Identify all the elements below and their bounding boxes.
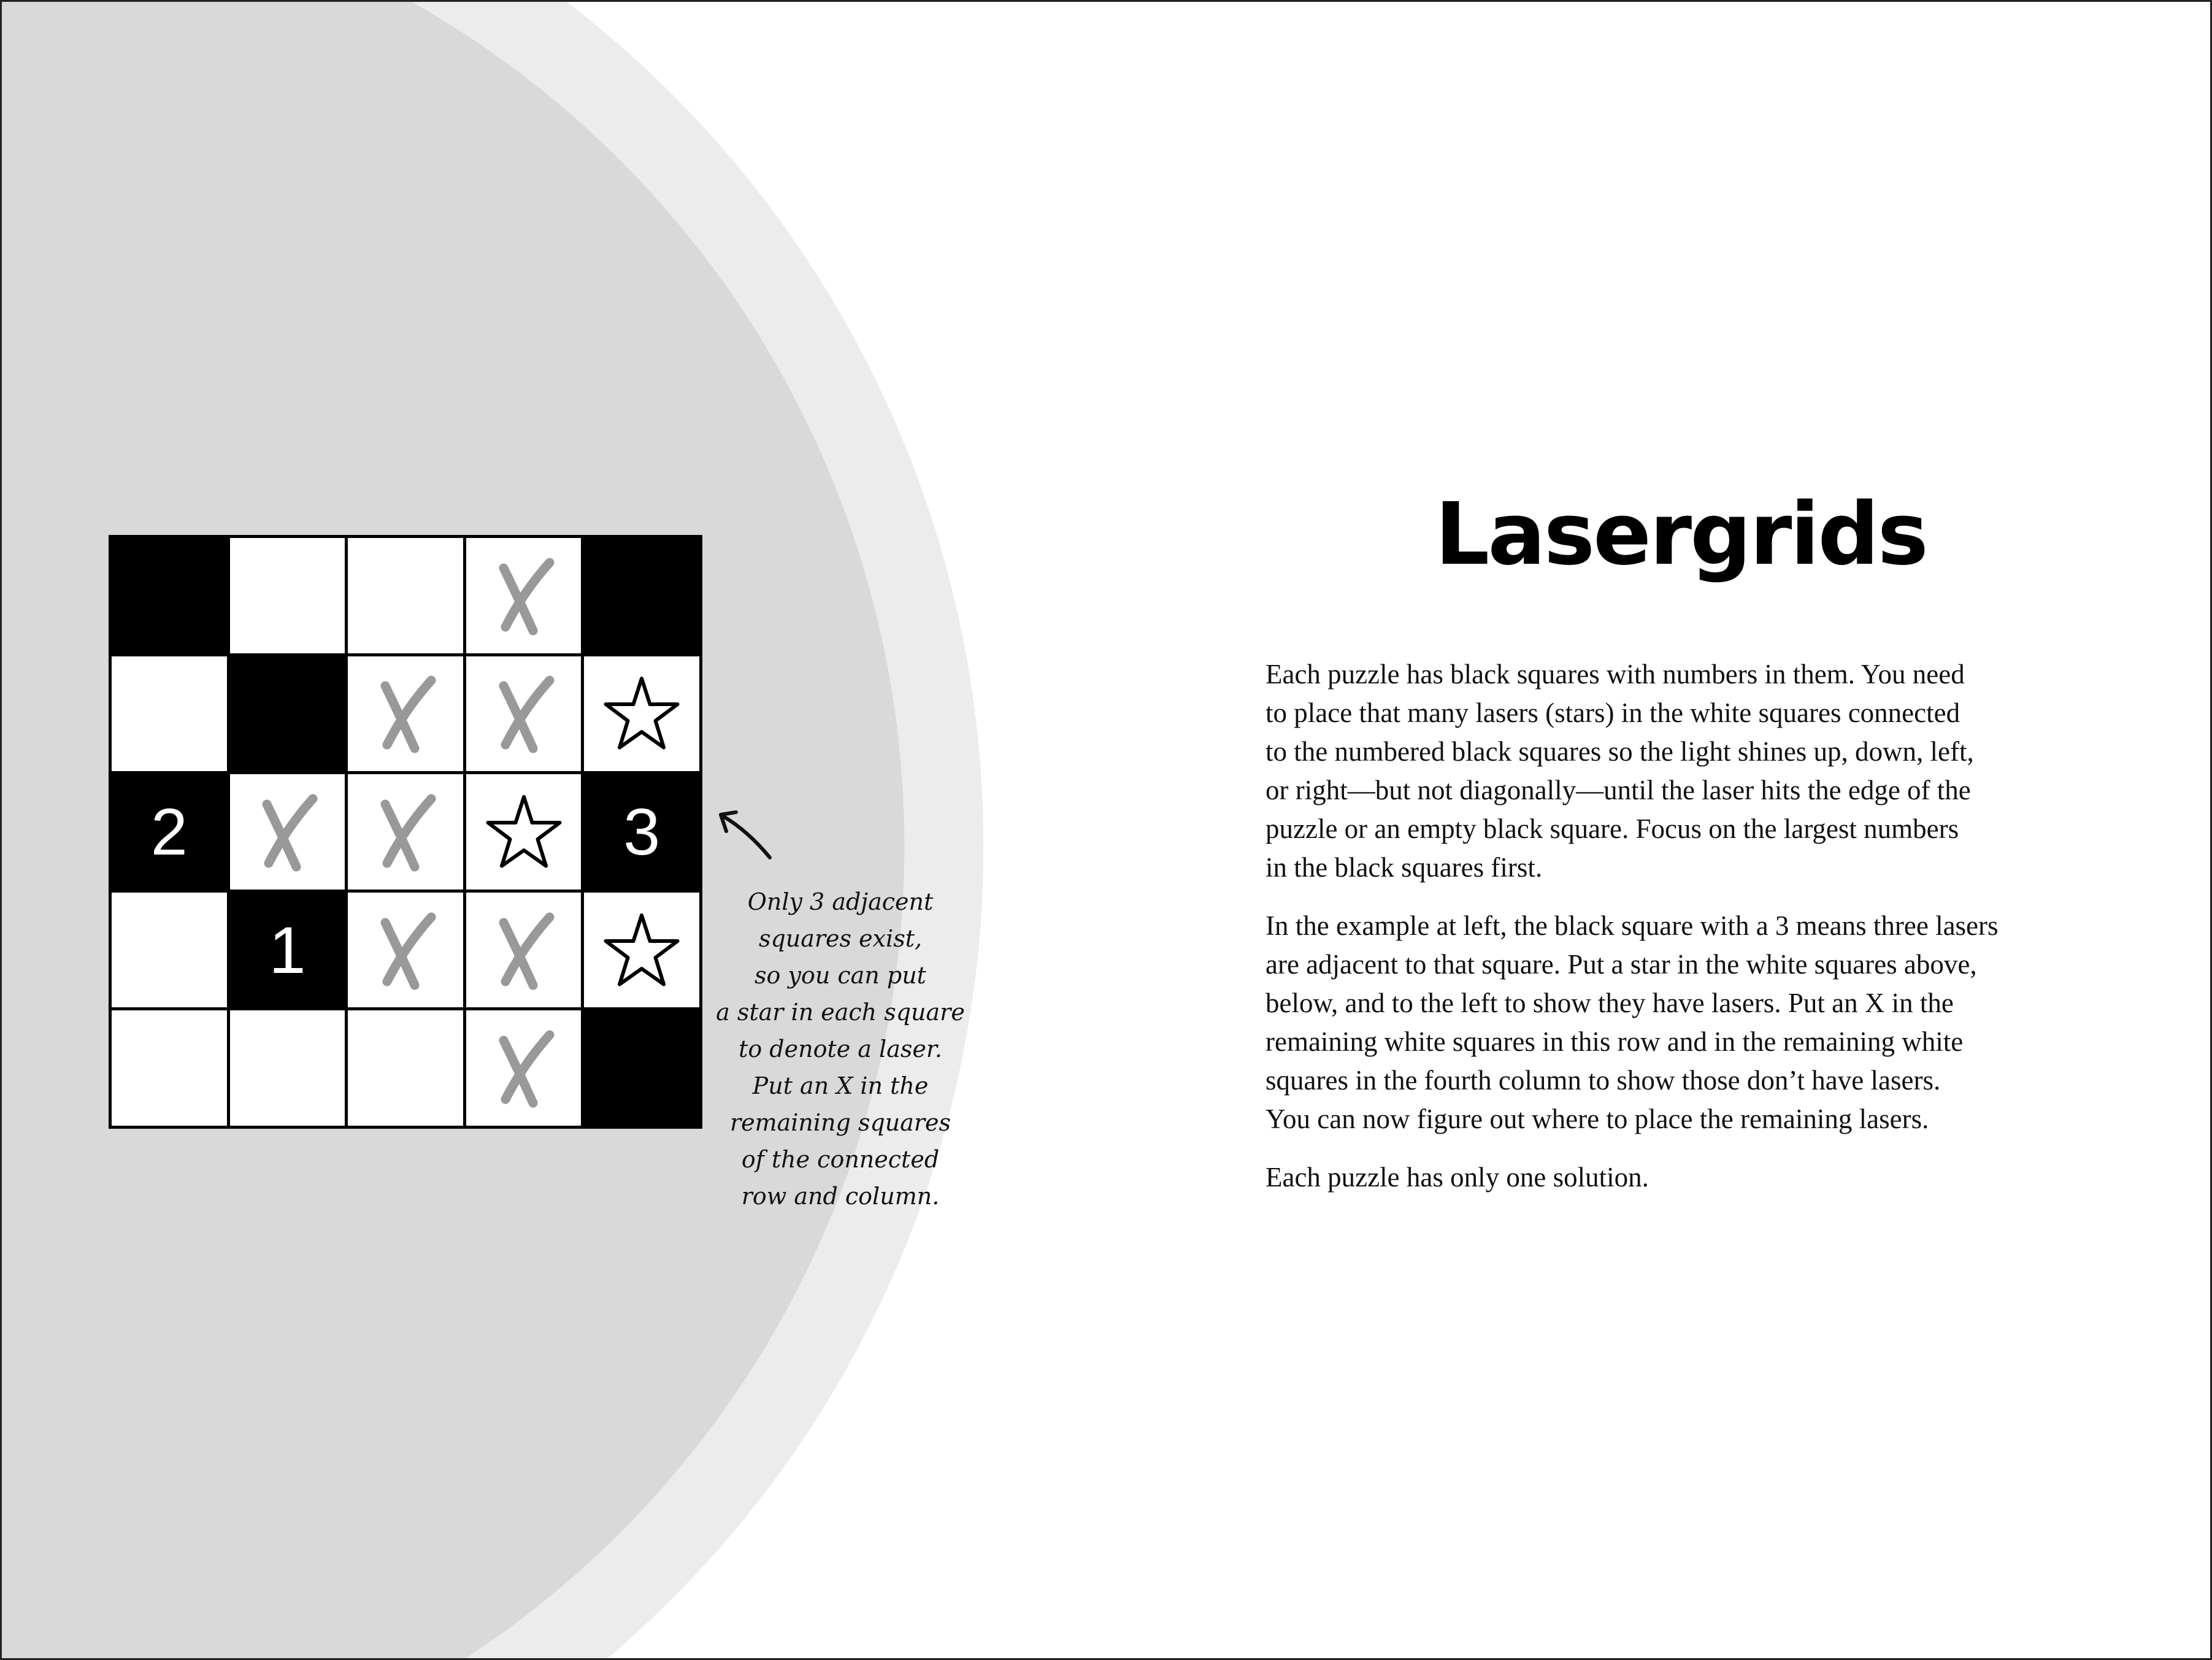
text-line: or right—but not diagonally—until the laser hits the edge of the	[1265, 775, 1971, 805]
clue-number: 1	[269, 913, 306, 988]
page-title: Lasergrids	[1435, 485, 1927, 585]
grid-cell-white	[230, 1010, 345, 1126]
grid-cell-black	[112, 538, 227, 653]
grid-cell-white	[348, 1010, 463, 1126]
grid-cell-star	[466, 774, 582, 890]
annotation-line: of the connected	[741, 1146, 940, 1173]
annotation-line: to denote a laser.	[739, 1036, 942, 1062]
paragraph	[1265, 907, 2124, 1139]
grid-cell-black	[112, 774, 227, 890]
star-icon	[596, 904, 688, 996]
x-mark-icon	[478, 550, 570, 642]
annotation-line: row and column.	[741, 1183, 940, 1210]
arrow-icon	[712, 804, 779, 865]
grid-cell-x	[348, 656, 463, 772]
x-mark-icon	[478, 904, 570, 996]
text-line: are adjacent to that square. Put a star in the white squares above,	[1265, 949, 1977, 980]
x-mark-icon	[359, 904, 451, 996]
grid-cell-x	[466, 893, 582, 1008]
annotation-line: Only 3 adjacent	[747, 888, 934, 915]
grid-cell-black	[230, 893, 345, 1008]
grid-cell-black	[230, 656, 345, 772]
grid-cell-star	[584, 656, 699, 772]
text-line: Each puzzle has only one solution.	[1265, 1162, 1649, 1193]
text-line: in the black squares first.	[1265, 852, 1543, 883]
grid-cell-black	[584, 538, 699, 653]
grid-cell-white	[112, 656, 227, 772]
grid-cell-black	[584, 1010, 699, 1126]
annotation-line: so you can put	[755, 962, 926, 989]
grid-cell-white	[348, 538, 463, 653]
annotation-line: remaining squares	[729, 1109, 951, 1136]
star-icon	[478, 786, 570, 878]
annotation-note	[693, 883, 988, 1215]
clue-number: 3	[623, 794, 661, 869]
grid-cell-black	[584, 774, 699, 890]
text-line: remaining white squares in this row and in the remaining white	[1265, 1026, 1964, 1057]
grid-cell-x	[466, 1010, 582, 1126]
grid-cell-star	[584, 893, 699, 1008]
text-line: Each puzzle has black squares with numbers in them. You need	[1265, 659, 1965, 690]
grid-cell-white	[112, 1010, 227, 1126]
paragraph	[1265, 655, 2124, 887]
x-mark-icon	[478, 667, 570, 759]
text-line: squares in the fourth column to show those don’t have lasers.	[1265, 1065, 1941, 1096]
x-mark-icon	[359, 786, 451, 878]
grid-cell-x	[348, 774, 463, 890]
grid-cell-x	[466, 538, 582, 653]
grid-cell-white	[230, 538, 345, 653]
grid-cell-x	[466, 656, 582, 772]
text-line: In the example at left, the black square with a 3 means three lasers	[1265, 910, 1999, 941]
text-line: to the numbered black squares so the light shines up, down, left,	[1265, 736, 1974, 767]
x-mark-icon	[241, 786, 333, 878]
paragraph	[1265, 1158, 2124, 1197]
grid-cell-white	[112, 893, 227, 1008]
text-line: You can now figure out where to place the remaining lasers.	[1265, 1104, 1929, 1134]
text-line: puzzle or an empty black square. Focus on the largest numbers	[1265, 813, 1959, 844]
grid-cell-x	[348, 893, 463, 1008]
annotation-line: a star in each square	[716, 999, 965, 1026]
text-line: below, and to the left to show they have lasers. Put an X in the	[1265, 988, 1954, 1018]
annotation-line: Put an X in the	[752, 1072, 929, 1099]
x-mark-icon	[478, 1022, 570, 1114]
x-mark-icon	[359, 667, 451, 759]
star-icon	[596, 667, 688, 759]
grid-cell-x	[230, 774, 345, 890]
instructions	[1265, 655, 2124, 1216]
example-lasergrid	[109, 535, 702, 1129]
clue-number: 2	[150, 794, 188, 869]
text-line: to place that many lasers (stars) in the white squares connected	[1265, 697, 1960, 728]
annotation-line: squares exist,	[758, 925, 923, 952]
